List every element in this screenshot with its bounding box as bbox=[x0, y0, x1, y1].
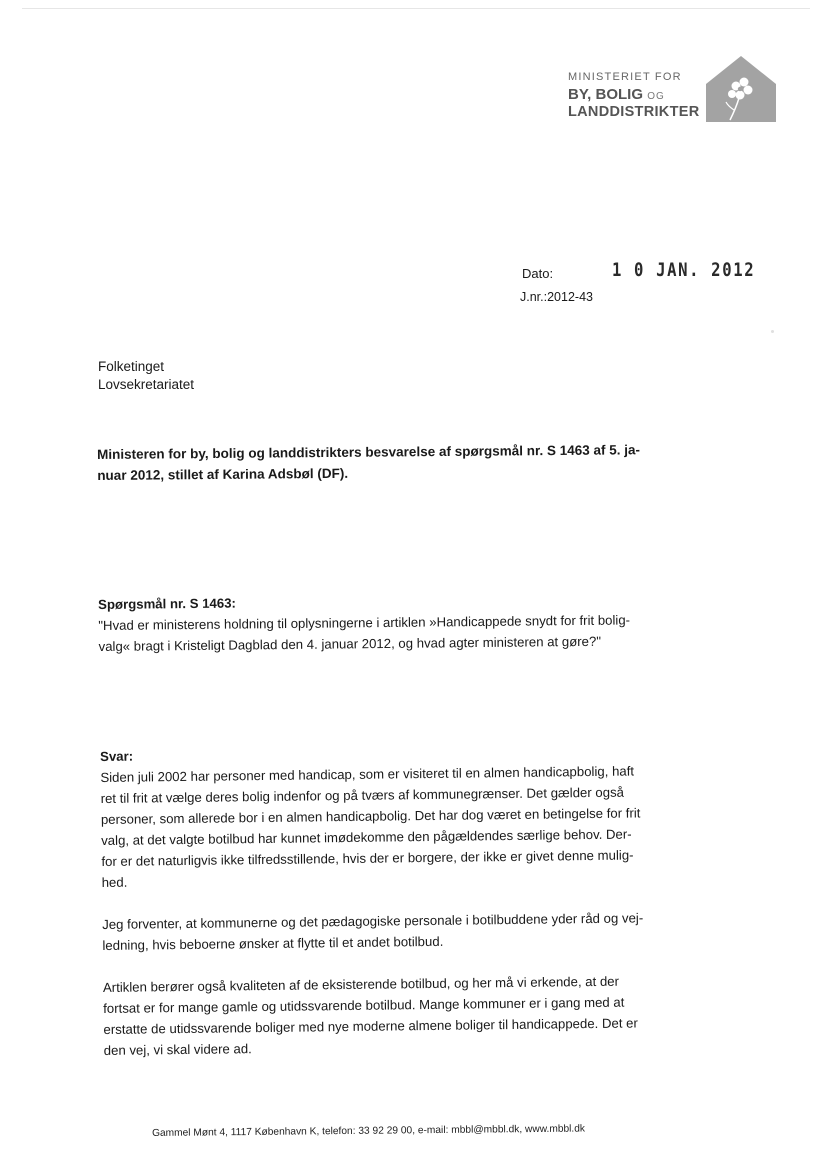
logo-og: OG bbox=[647, 91, 665, 102]
answer-line: Artiklen berører også kvaliteten af de eksisterende botilbud, og her må vi erkende, at der bbox=[102, 973, 620, 995]
recipient-line-lovsekretariatet: Lovsekretariatet bbox=[98, 377, 195, 392]
date-label: Dato: bbox=[522, 266, 554, 281]
subject-line: Ministeren for by, bolig og landdistrikters besvarelse af spørgsmål nr. S 1463 af 5. ja- bbox=[97, 442, 641, 462]
question-text-line: "Hvad er ministerens holdning til oplysningerne i artiklen »Handicappede snydt for frit bolig- bbox=[98, 612, 631, 633]
answer-line: Jeg forventer, at kommunerne og det pædagogiske personale i botilbuddene yder råd og vej- bbox=[102, 910, 644, 932]
subject-heading bbox=[97, 439, 667, 486]
answer-line: fortsat er for mange gamle og utidssvarende botilbud. Mange kommuner er i gang med at bbox=[103, 994, 625, 1016]
answer-line: Siden juli 2002 har personer med handicap, som er visiteret til en almen handicapbolig, haft bbox=[100, 763, 635, 785]
question-section bbox=[98, 588, 679, 657]
logo-line-ministeriet: MINISTERIET FOR bbox=[568, 71, 682, 83]
footer-address: Gammel Mønt 4, 1117 København K, telefon: 33 92 29 00, e-mail: mbbl@mbbl.dk, www.mbbl.dk bbox=[152, 1123, 586, 1139]
answer-line: ret til frit at vælge deres bolig indenfor og på tværs af kommunegrænser. Det gælder også bbox=[100, 784, 625, 806]
house-flower-icon bbox=[706, 56, 776, 122]
logo-line-by-bolig bbox=[568, 87, 699, 102]
answer-line: for er det naturligvis ikke tilfredsstillende, hvis der er borgere, der ikke er givet denne mulig- bbox=[101, 847, 634, 869]
top-border-line bbox=[22, 8, 810, 9]
answer-line: personer, som allerede bor i en almen handicapbolig. Det har dog været en betingelse for frit bbox=[100, 805, 641, 827]
ministry-logo bbox=[566, 56, 778, 126]
logo-by-bolig: BY, BOLIG bbox=[568, 86, 644, 103]
answer-paragraph bbox=[103, 970, 704, 1061]
answer-line: hed. bbox=[101, 874, 128, 890]
logo-text bbox=[568, 72, 699, 120]
answer-line: valg, at det valgte botilbud har kunnet imødekomme den pågældendes særlige behov. Der- bbox=[101, 826, 632, 848]
answer-paragraph bbox=[100, 760, 701, 893]
recipient-address bbox=[98, 358, 194, 394]
logo-line-landdistrikter: LANDDISTRIKTER bbox=[568, 104, 700, 120]
journal-number: J.nr.:2012-43 bbox=[520, 290, 593, 304]
answer-line: den vej, vi skal videre ad. bbox=[103, 1041, 252, 1058]
answer-section bbox=[100, 739, 704, 1061]
answer-line: erstatte de utidssvarende boliger med nye moderne almene boliger til handicappede. Det er bbox=[103, 1015, 638, 1037]
recipient-line-folketinget: Folketinget bbox=[98, 359, 165, 374]
answer-heading: Svar: bbox=[100, 748, 134, 764]
question-text-line: valg« bragt i Kristeligt Dagblad den 4. januar 2012, og hvad agter ministeren at gøre?" bbox=[98, 633, 602, 654]
answer-line: ledning, hvis beboerne ønsker at flytte til et andet botilbud. bbox=[102, 933, 444, 953]
subject-line: nuar 2012, stillet af Karina Adsbøl (DF). bbox=[97, 465, 349, 483]
date-stamp: 1 0 JAN. 2012 bbox=[612, 259, 756, 281]
answer-paragraph bbox=[102, 907, 702, 956]
question-heading: Spørgsmål nr. S 1463: bbox=[98, 595, 236, 612]
scan-speck bbox=[771, 330, 774, 333]
